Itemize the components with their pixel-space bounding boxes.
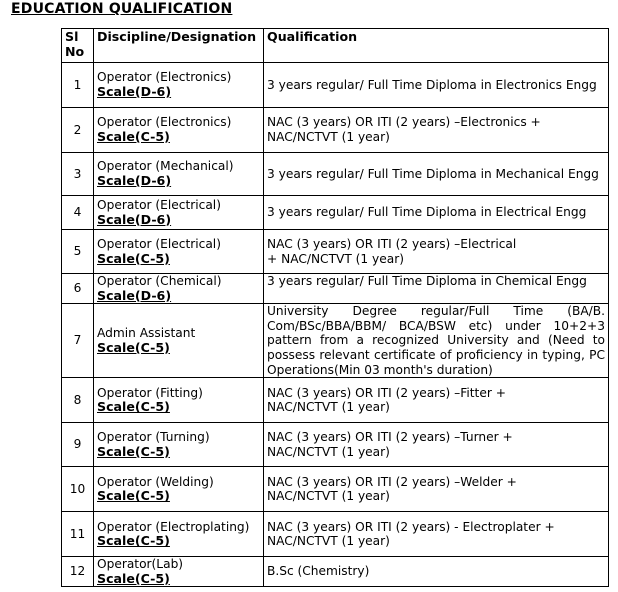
pay-scale: Scale(C-5) — [97, 443, 170, 459]
discipline-cell — [94, 512, 264, 557]
table-row — [62, 378, 609, 423]
sl-no-cell: 8 — [62, 378, 94, 423]
header-discipline: Discipline/Designation — [94, 29, 264, 63]
pay-scale: Scale(D-6) — [97, 173, 172, 188]
table-row — [62, 274, 609, 304]
sl-no-cell: 7 — [62, 304, 94, 378]
discipline-cell — [94, 467, 264, 512]
discipline-text: Operator (Welding) — [97, 474, 214, 489]
pay-scale: Scale(D-6) — [97, 211, 172, 227]
discipline-cell — [94, 153, 264, 196]
table-row — [62, 108, 609, 153]
discipline-text: Operator (Turning) — [97, 430, 210, 445]
qualification-cell: NAC (3 years) OR ITI (2 years) –Fitter + NAC/NCTVT (1 year) — [264, 378, 609, 423]
sl-no-cell: 5 — [62, 230, 94, 274]
discipline-cell — [94, 557, 264, 587]
discipline-cell — [94, 63, 264, 108]
pay-scale: Scale(D-6) — [97, 287, 172, 303]
pay-scale: Scale(C-5) — [97, 399, 170, 415]
table-row — [62, 557, 609, 587]
pay-scale: Scale(C-5) — [97, 488, 170, 504]
sl-no-cell: 2 — [62, 108, 94, 153]
qualification-cell: NAC (3 years) OR ITI (2 years) - Electroplater + NAC/NCTVT (1 year) — [264, 512, 609, 557]
discipline-cell — [94, 230, 264, 274]
header-qualification: Qualification — [264, 29, 609, 63]
qualification-cell: NAC (3 years) OR ITI (2 years) –Electrical + NAC/NCTVT (1 year) — [264, 230, 609, 274]
sl-no-cell: 10 — [62, 467, 94, 512]
discipline-cell — [94, 304, 264, 378]
discipline-text: Operator (Electrical) — [97, 236, 221, 251]
table-row — [62, 512, 609, 557]
qualification-cell: NAC (3 years) OR ITI (2 years) –Electronics + NAC/NCTVT (1 year) — [264, 108, 609, 153]
discipline-text: Operator (Fitting) — [97, 385, 203, 400]
sl-no-cell: 6 — [62, 274, 94, 304]
pay-scale: Scale(D-6) — [97, 84, 172, 99]
qualification-cell: NAC (3 years) OR ITI (2 years) –Welder + NAC/NCTVT (1 year) — [264, 467, 609, 512]
pay-scale: Scale(C-5) — [97, 250, 170, 266]
discipline-text: Operator (Chemical) — [97, 274, 222, 288]
discipline-text: Operator(Lab) — [97, 557, 184, 572]
discipline-cell — [94, 423, 264, 467]
discipline-cell — [94, 108, 264, 153]
qualification-cell: B.Sc (Chemistry) — [264, 557, 609, 587]
qualification-cell: 3 years regular/ Full Time Diploma in Electrical Engg — [264, 196, 609, 230]
pay-scale: Scale(C-5) — [97, 533, 170, 549]
qualification-table — [61, 28, 609, 587]
table-row — [62, 196, 609, 230]
table-row — [62, 423, 609, 467]
discipline-text: Admin Assistant — [97, 326, 196, 341]
qualification-cell: NAC (3 years) OR ITI (2 years) –Turner + NAC/NCTVT (1 year) — [264, 423, 609, 467]
sl-no-cell: 12 — [62, 557, 94, 587]
discipline-cell — [94, 196, 264, 230]
discipline-cell — [94, 274, 264, 304]
table-row — [62, 63, 609, 108]
qualification-cell: 3 years regular/ Full Time Diploma in Electronics Engg — [264, 63, 609, 108]
discipline-text: Operator (Electronics) — [97, 115, 232, 130]
sl-no-cell: 1 — [62, 63, 94, 108]
pay-scale: Scale(C-5) — [97, 570, 170, 586]
qualification-cell: 3 years regular/ Full Time Diploma in Mechanical Engg — [264, 153, 609, 196]
sl-no-cell: 3 — [62, 153, 94, 196]
header-sl-no: Sl No — [62, 29, 94, 63]
sl-no-cell: 9 — [62, 423, 94, 467]
table-row — [62, 467, 609, 512]
discipline-text: Operator (Electroplating) — [97, 519, 250, 534]
table-row — [62, 304, 609, 378]
discipline-text: Operator (Electronics) — [97, 70, 232, 85]
qualification-cell: University Degree regular/Full Time (BA/B. Com/BSc/BBA/BBM/ BCA/BSW etc) under 10+2+3 pattern from a recognized University and (Need to possess relevant certificate of proficiency in typing, PC Operations(Min 03 month's duration) — [264, 304, 609, 378]
discipline-text: Operator (Mechanical) — [97, 159, 234, 174]
table-row — [62, 153, 609, 196]
qualification-cell: 3 years regular/ Full Time Diploma in Chemical Engg — [264, 274, 609, 304]
page-title: EDUCATION QUALIFICATION — [11, 1, 233, 17]
table-row — [62, 230, 609, 274]
sl-no-cell: 4 — [62, 196, 94, 230]
discipline-cell — [94, 378, 264, 423]
pay-scale: Scale(C-5) — [97, 339, 170, 355]
discipline-text: Operator (Electrical) — [97, 197, 221, 212]
sl-no-cell: 11 — [62, 512, 94, 557]
pay-scale: Scale(C-5) — [97, 129, 170, 144]
